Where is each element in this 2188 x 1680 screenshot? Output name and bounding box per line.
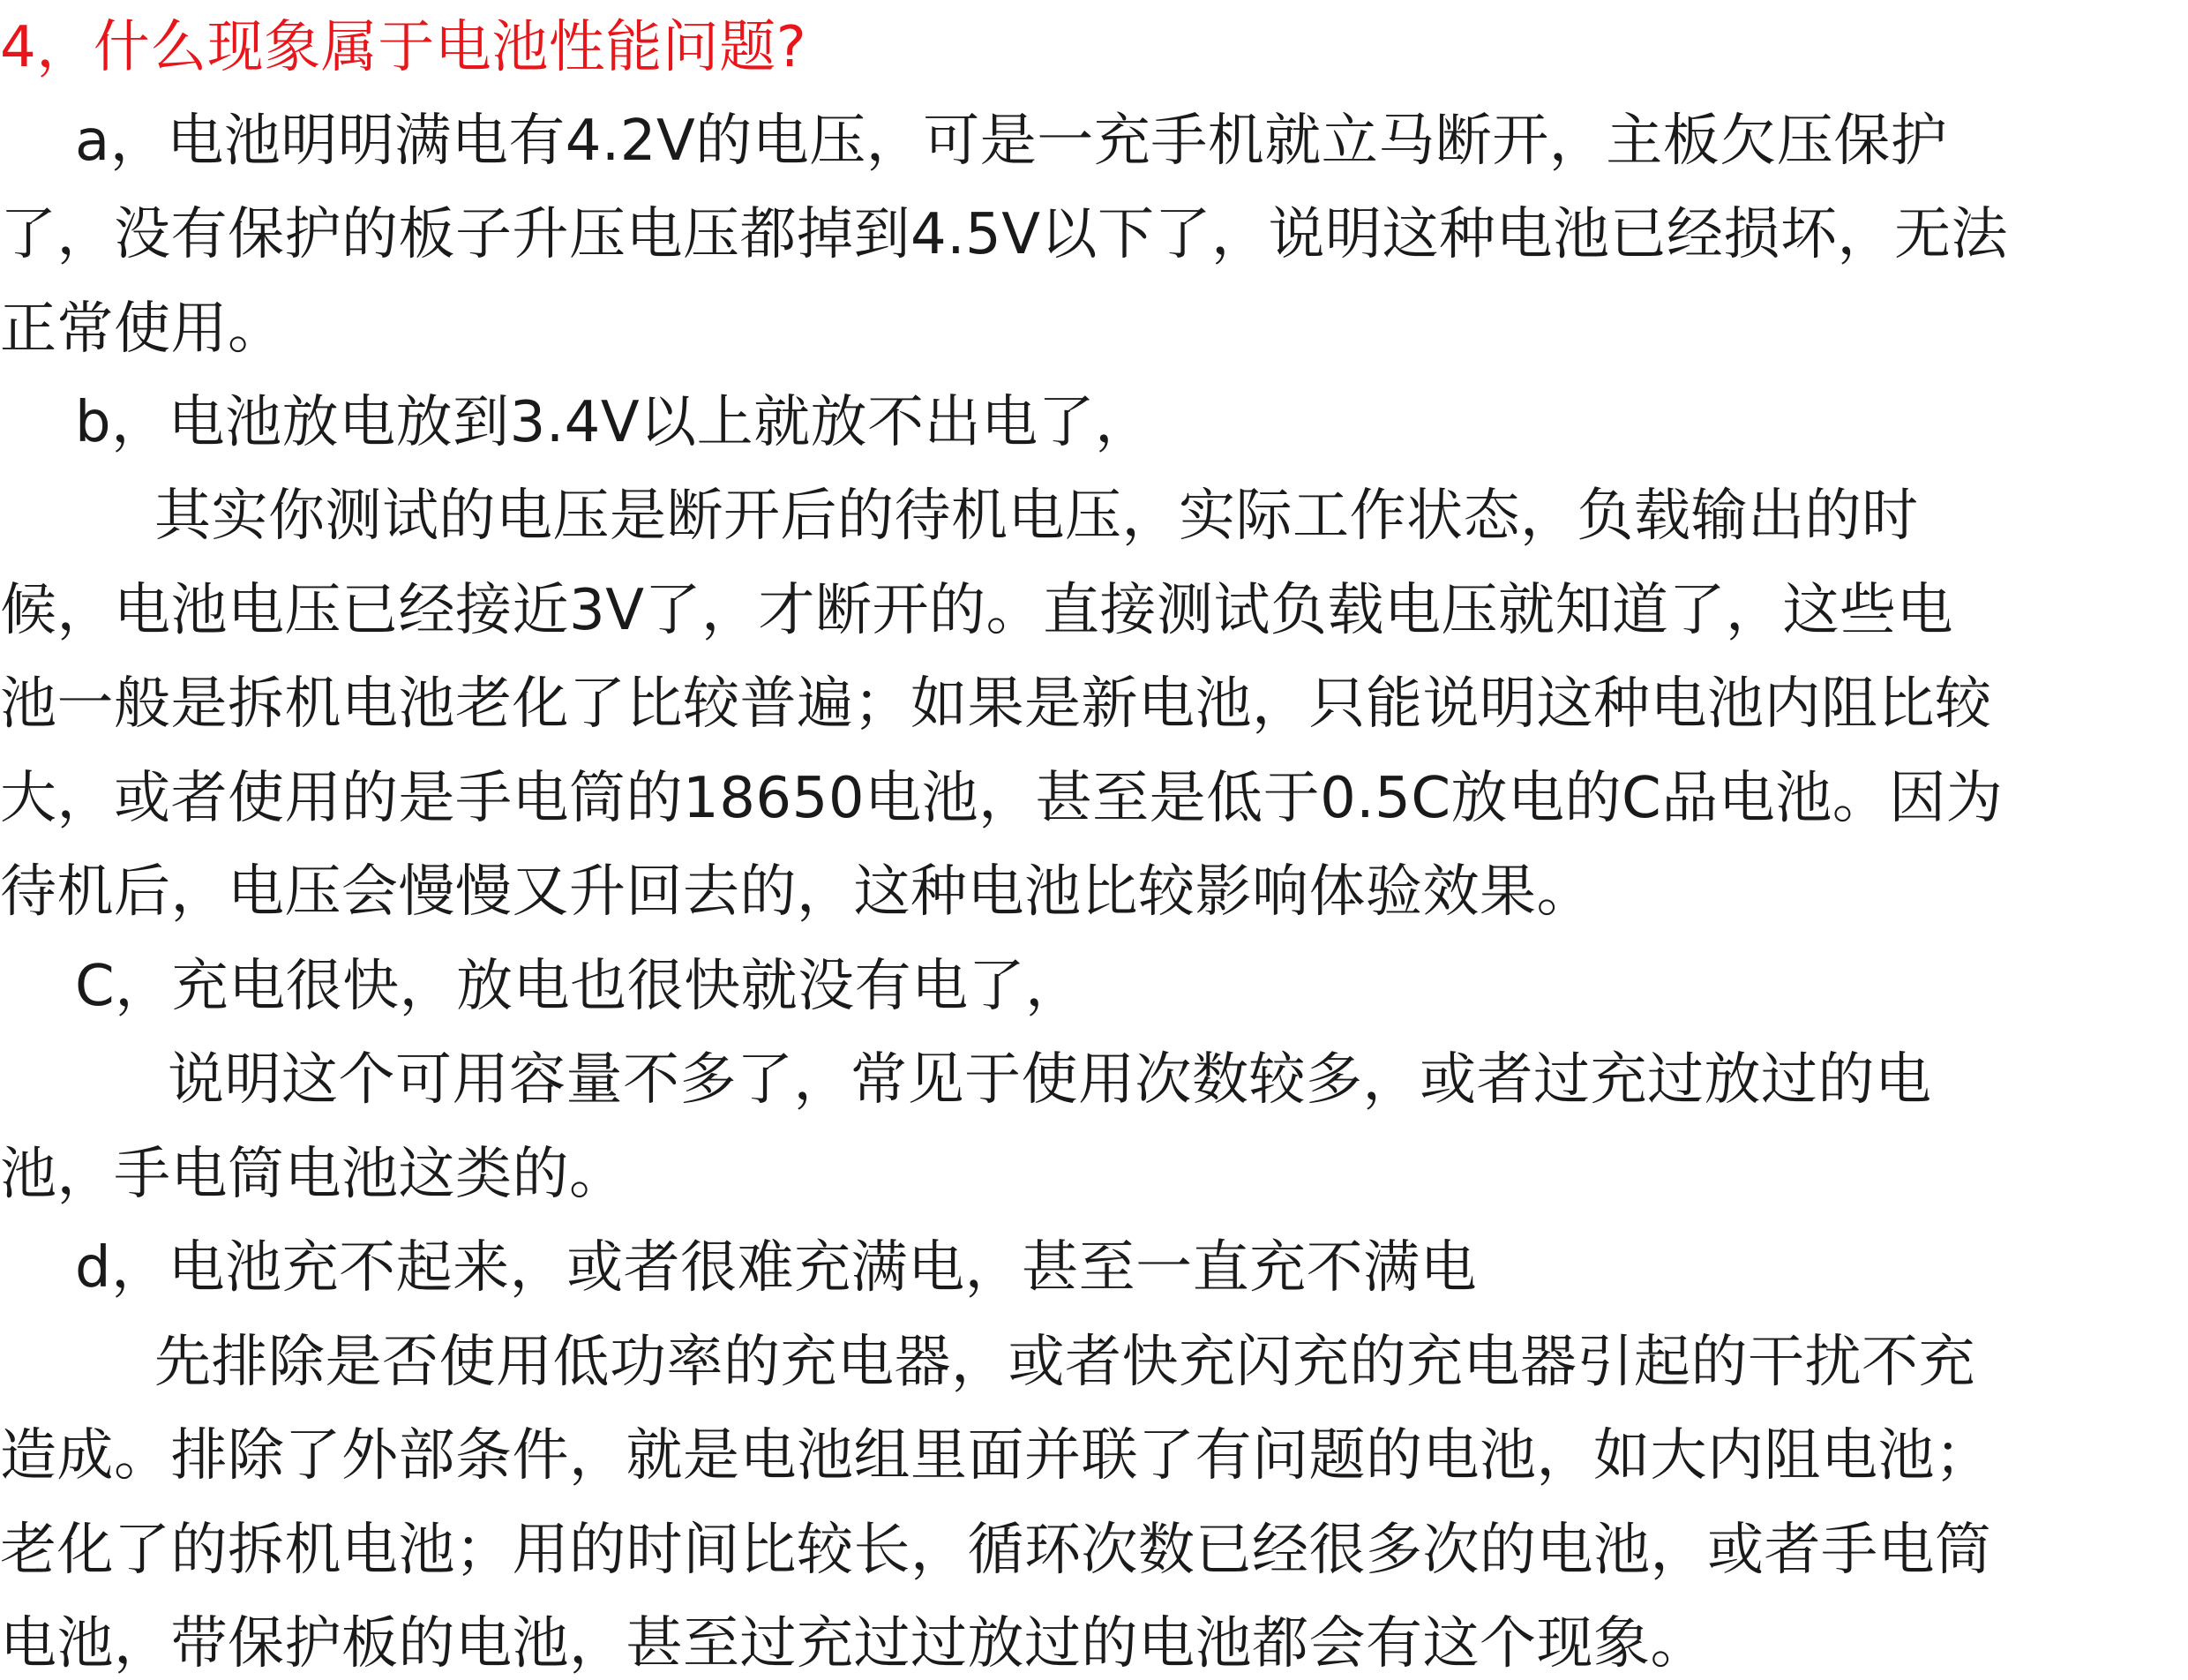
paragraph-line: b，电池放电放到3.4V以上就放不出电了， xyxy=(75,390,1152,455)
paragraph-line: d，电池充不起来，或者很难充满电，甚至一直充不满电 xyxy=(75,1235,1478,1301)
paragraph-line: 其实你测试的电压是断开后的待机电压，实际工作状态，负载输出的时 xyxy=(154,484,1919,549)
paragraph-line: 了，没有保护的板子升压电压都掉到4.5V以下了，说明这种电池已经损坏，无法 xyxy=(0,202,2009,267)
paragraph-line: 电池，带保护板的电池，甚至过充过过放过的电池都会有这个现象。 xyxy=(0,1611,1707,1676)
paragraph-line: 大，或者使用的是手电筒的18650电池，甚至是低于0.5C放电的C品电池。因为 xyxy=(0,766,2004,831)
paragraph-line: 候，电池电压已经接近3V了，才断开的。直接测试负载电压就知道了，这些电 xyxy=(0,578,1953,643)
paragraph-line: 造成。排除了外部条件，就是电池组里面并联了有问题的电池，如大内阻电池； xyxy=(0,1423,1992,1489)
paragraph-line: 老化了的拆机电池；用的时间比较长，循环次数已经很多次的电池，或者手电筒 xyxy=(0,1518,1992,1583)
paragraph-line: 待机后，电压会慢慢又升回去的，这种电池比较影响体验效果。 xyxy=(0,859,1593,925)
paragraph-line: a，电池明明满电有4.2V的电压，可是一充手机就立马断开，主板欠压保护 xyxy=(75,109,1948,174)
paragraph-line: 先排除是否使用低功率的充电器，或者快充闪充的充电器引起的干扰不充 xyxy=(154,1330,1975,1395)
paragraph-line: 池一般是拆机电池老化了比较普遍；如果是新电池，只能说明这种电池内阻比较 xyxy=(0,671,1992,737)
paragraph-line: 说明这个可用容量不多了，常见于使用次数较多，或者过充过放过的电 xyxy=(168,1047,1932,1113)
page-title: 4，什么现象属于电池性能问题? xyxy=(0,15,807,80)
paragraph-line: 池，手电筒电池这类的。 xyxy=(0,1142,626,1207)
paragraph-line: 正常使用。 xyxy=(0,296,285,362)
paragraph-line: C，充电很快，放电也很快就没有电了， xyxy=(75,954,1083,1019)
